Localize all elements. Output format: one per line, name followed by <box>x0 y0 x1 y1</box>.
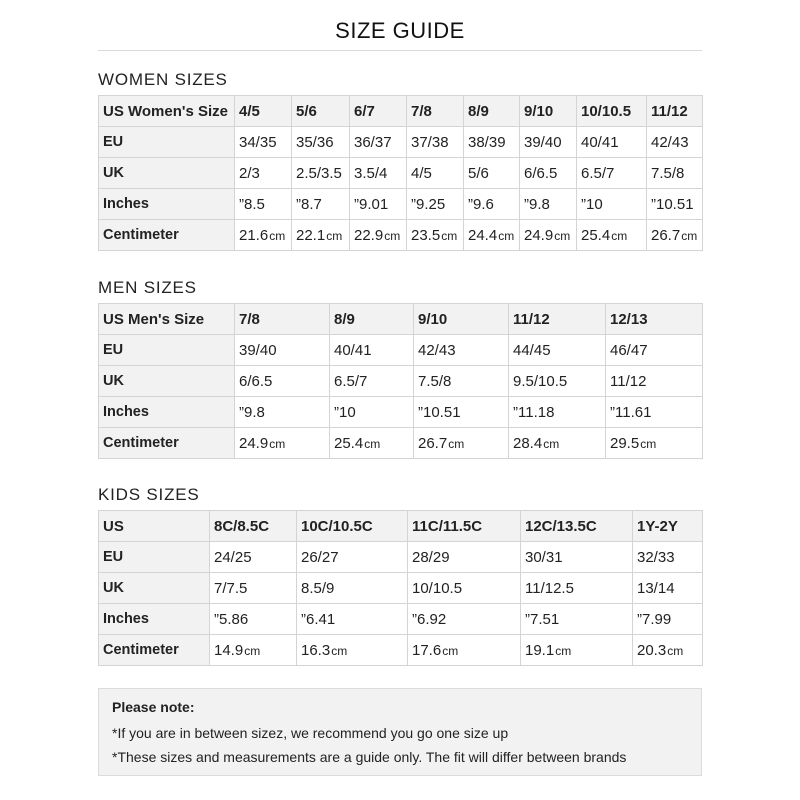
row-label: Centimeter <box>99 428 235 459</box>
table-cell <box>521 542 633 573</box>
row-label: EU <box>99 335 235 366</box>
unit-label: cm <box>244 643 261 658</box>
cell-value: 24.9 <box>524 226 554 244</box>
cell-value: 42/43 <box>651 133 689 151</box>
table-row <box>99 542 703 573</box>
cell-value: ”8.5 <box>239 195 265 213</box>
table-cell <box>647 127 703 158</box>
cell-value: 7.5/8 <box>418 372 452 390</box>
table-cell <box>509 428 606 459</box>
cell-value: 11/12.5 <box>525 579 574 597</box>
table-cell <box>464 127 520 158</box>
cell-value: 7.5/8 <box>651 164 685 182</box>
table-cell <box>235 335 330 366</box>
row-label: Inches <box>99 604 210 635</box>
title-divider <box>98 50 702 51</box>
unit-label: cm <box>442 643 459 658</box>
cell-value: ”9.8 <box>524 195 550 213</box>
row-label: Centimeter <box>99 635 210 666</box>
cell-value: 6/6.5 <box>524 164 558 182</box>
cell-value: 13/14 <box>637 579 675 597</box>
cell-value: ”11.61 <box>610 403 652 421</box>
unit-label: cm <box>441 228 458 243</box>
table-cell <box>520 158 577 189</box>
table-cell <box>606 335 703 366</box>
table-cell <box>235 127 292 158</box>
men-sizes-title: MEN SIZES <box>98 278 197 297</box>
table-row <box>99 635 703 666</box>
cell-value: 44/45 <box>513 341 551 359</box>
table-cell <box>633 604 703 635</box>
cell-value: 3.5/4 <box>354 164 388 182</box>
cell-value: 38/39 <box>468 133 506 151</box>
men-header-label: US Men's Size <box>99 304 235 335</box>
table-cell <box>464 158 520 189</box>
table-cell <box>407 220 464 251</box>
table-cell <box>297 635 408 666</box>
table-cell <box>210 573 297 604</box>
cell-value: ”11.18 <box>513 403 555 421</box>
kids-size-table <box>98 510 703 666</box>
kids-size-header: 1Y-2Y <box>633 511 703 542</box>
women-size-header: 7/8 <box>407 96 464 127</box>
table-cell <box>235 397 330 428</box>
cell-value: 14.9 <box>214 641 244 659</box>
unit-label: cm <box>269 228 286 243</box>
cell-value: 26.7 <box>418 434 448 452</box>
cell-value: 26.7 <box>651 226 681 244</box>
table-cell <box>647 220 703 251</box>
table-cell <box>521 604 633 635</box>
unit-label: cm <box>667 643 684 658</box>
table-cell <box>606 366 703 397</box>
table-cell <box>521 635 633 666</box>
cell-value: 6/6.5 <box>239 372 273 390</box>
cell-value: ”10 <box>334 403 356 421</box>
table-cell <box>292 127 350 158</box>
unit-label: cm <box>331 643 348 658</box>
women-header-label: US Women's Size <box>99 96 235 127</box>
row-label: Centimeter <box>99 220 235 251</box>
row-label: EU <box>99 542 210 573</box>
row-label: EU <box>99 127 235 158</box>
table-row <box>99 397 703 428</box>
table-row <box>99 604 703 635</box>
table-row <box>99 220 703 251</box>
kids-size-header: 8C/8.5C <box>210 511 297 542</box>
cell-value: 39/40 <box>239 341 277 359</box>
cell-value: 24.9 <box>239 434 269 452</box>
table-cell <box>464 189 520 220</box>
cell-value: 17.6 <box>412 641 442 659</box>
table-cell <box>414 397 509 428</box>
table-cell <box>407 189 464 220</box>
cell-value: 28.4 <box>513 434 543 452</box>
table-cell <box>407 127 464 158</box>
cell-value: 5/6 <box>468 164 489 182</box>
table-cell <box>633 573 703 604</box>
cell-value: 39/40 <box>524 133 562 151</box>
women-sizes-title: WOMEN SIZES <box>98 70 228 89</box>
table-cell <box>350 220 407 251</box>
cell-value: 36/37 <box>354 133 392 151</box>
cell-value: 10/10.5 <box>412 579 463 597</box>
table-cell <box>408 635 521 666</box>
cell-value: ”7.51 <box>525 610 560 628</box>
table-cell <box>292 158 350 189</box>
unit-label: cm <box>326 228 343 243</box>
cell-value: 25.4 <box>581 226 611 244</box>
women-size-header: 11/12 <box>647 96 703 127</box>
cell-value: ”10.51 <box>651 195 694 213</box>
cell-value: ”10 <box>581 195 603 213</box>
note-title: Please note: <box>112 699 195 715</box>
cell-value: 9.5/10.5 <box>513 372 568 390</box>
table-row <box>99 189 703 220</box>
table-cell <box>408 573 521 604</box>
cell-value: 40/41 <box>334 341 372 359</box>
cell-value: 21.6 <box>239 226 269 244</box>
cell-value: 30/31 <box>525 548 563 566</box>
row-label: UK <box>99 366 235 397</box>
table-row <box>99 335 703 366</box>
cell-value: ”9.25 <box>411 195 446 213</box>
unit-label: cm <box>269 436 286 451</box>
table-row <box>99 428 703 459</box>
table-row <box>99 127 703 158</box>
table-cell <box>414 428 509 459</box>
kids-header-label: US <box>99 511 210 542</box>
cell-value: 22.9 <box>354 226 384 244</box>
table-cell <box>407 158 464 189</box>
cell-value: ”6.41 <box>301 610 336 628</box>
kids-size-header: 10C/10.5C <box>297 511 408 542</box>
unit-label: cm <box>448 436 465 451</box>
cell-value: 22.1 <box>296 226 326 244</box>
men-size-header: 12/13 <box>606 304 703 335</box>
cell-value: 4/5 <box>411 164 432 182</box>
table-cell <box>235 189 292 220</box>
cell-value: 20.3 <box>637 641 667 659</box>
table-cell <box>647 189 703 220</box>
table-cell <box>408 542 521 573</box>
cell-value: 46/47 <box>610 341 648 359</box>
cell-value: 16.3 <box>301 641 331 659</box>
table-cell <box>633 635 703 666</box>
cell-value: 11/12 <box>610 372 647 390</box>
table-cell <box>297 573 408 604</box>
table-cell <box>330 428 414 459</box>
table-row <box>99 573 703 604</box>
cell-value: 24.4 <box>468 226 498 244</box>
table-cell <box>235 366 330 397</box>
unit-label: cm <box>384 228 401 243</box>
table-cell <box>509 397 606 428</box>
table-cell <box>577 127 647 158</box>
cell-value: 19.1 <box>525 641 555 659</box>
cell-value: ”9.01 <box>354 195 389 213</box>
men-size-table <box>98 303 703 459</box>
cell-value: 29.5 <box>610 434 640 452</box>
unit-label: cm <box>555 643 572 658</box>
table-row <box>99 366 703 397</box>
table-cell <box>521 573 633 604</box>
women-header-row <box>99 96 703 127</box>
cell-value: 40/41 <box>581 133 619 151</box>
cell-value: 7/7.5 <box>214 579 248 597</box>
cell-value: ”5.86 <box>214 610 249 628</box>
unit-label: cm <box>611 228 628 243</box>
unit-label: cm <box>640 436 657 451</box>
men-header-row <box>99 304 703 335</box>
row-label: UK <box>99 573 210 604</box>
men-size-header: 11/12 <box>509 304 606 335</box>
table-cell <box>509 366 606 397</box>
men-size-header: 8/9 <box>330 304 414 335</box>
table-cell <box>330 366 414 397</box>
cell-value: 6.5/7 <box>334 372 368 390</box>
table-cell <box>414 335 509 366</box>
table-cell <box>235 158 292 189</box>
table-cell <box>633 542 703 573</box>
cell-value: ”7.99 <box>637 610 672 628</box>
cell-value: 28/29 <box>412 548 450 566</box>
table-cell <box>577 158 647 189</box>
women-size-header: 5/6 <box>292 96 350 127</box>
row-label: Inches <box>99 189 235 220</box>
kids-size-header: 11C/11.5C <box>408 511 521 542</box>
note-line-2: *These sizes and measurements are a guide only. The fit will differ between brands <box>112 749 627 765</box>
cell-value: 24/25 <box>214 548 252 566</box>
women-size-header: 4/5 <box>235 96 292 127</box>
table-cell <box>577 189 647 220</box>
row-label: UK <box>99 158 235 189</box>
table-cell <box>210 635 297 666</box>
table-cell <box>520 220 577 251</box>
men-size-header: 9/10 <box>414 304 509 335</box>
table-cell <box>464 220 520 251</box>
table-cell <box>408 604 521 635</box>
kids-sizes-title: KIDS SIZES <box>98 485 200 504</box>
table-row <box>99 158 703 189</box>
table-cell <box>210 604 297 635</box>
table-cell <box>297 542 408 573</box>
table-cell <box>606 428 703 459</box>
women-size-header: 6/7 <box>350 96 407 127</box>
table-cell <box>330 397 414 428</box>
note-box <box>98 688 702 776</box>
women-size-header: 9/10 <box>520 96 577 127</box>
women-size-table <box>98 95 703 251</box>
cell-value: ”9.8 <box>239 403 265 421</box>
cell-value: 37/38 <box>411 133 449 151</box>
cell-value: ”8.7 <box>296 195 322 213</box>
men-size-header: 7/8 <box>235 304 330 335</box>
cell-value: ”10.51 <box>418 403 461 421</box>
table-cell <box>520 189 577 220</box>
table-cell <box>350 158 407 189</box>
unit-label: cm <box>364 436 381 451</box>
table-cell <box>350 127 407 158</box>
table-cell <box>577 220 647 251</box>
kids-size-header: 12C/13.5C <box>521 511 633 542</box>
page-title: SIZE GUIDE <box>335 18 465 43</box>
cell-value: 23.5 <box>411 226 441 244</box>
table-cell <box>350 189 407 220</box>
table-cell <box>520 127 577 158</box>
cell-value: 34/35 <box>239 133 277 151</box>
women-size-header: 10/10.5 <box>577 96 647 127</box>
table-cell <box>414 366 509 397</box>
table-cell <box>235 428 330 459</box>
table-cell <box>235 220 292 251</box>
unit-label: cm <box>681 228 698 243</box>
cell-value: 42/43 <box>418 341 456 359</box>
table-cell <box>509 335 606 366</box>
cell-value: 6.5/7 <box>581 164 615 182</box>
table-cell <box>330 335 414 366</box>
unit-label: cm <box>498 228 515 243</box>
women-size-header: 8/9 <box>464 96 520 127</box>
table-cell <box>606 397 703 428</box>
table-cell <box>210 542 297 573</box>
kids-header-row <box>99 511 703 542</box>
cell-value: 32/33 <box>637 548 675 566</box>
unit-label: cm <box>554 228 571 243</box>
cell-value: 8.5/9 <box>301 579 335 597</box>
table-cell <box>647 158 703 189</box>
cell-value: ”6.92 <box>412 610 447 628</box>
table-cell <box>292 189 350 220</box>
table-cell <box>297 604 408 635</box>
note-line-1: *If you are in between sizez, we recommend you go one size up <box>112 725 509 741</box>
cell-value: 2/3 <box>239 164 260 182</box>
cell-value: ”9.6 <box>468 195 494 213</box>
cell-value: 2.5/3.5 <box>296 164 342 182</box>
table-cell <box>292 220 350 251</box>
cell-value: 35/36 <box>296 133 334 151</box>
unit-label: cm <box>543 436 560 451</box>
row-label: Inches <box>99 397 235 428</box>
cell-value: 25.4 <box>334 434 364 452</box>
cell-value: 26/27 <box>301 548 339 566</box>
